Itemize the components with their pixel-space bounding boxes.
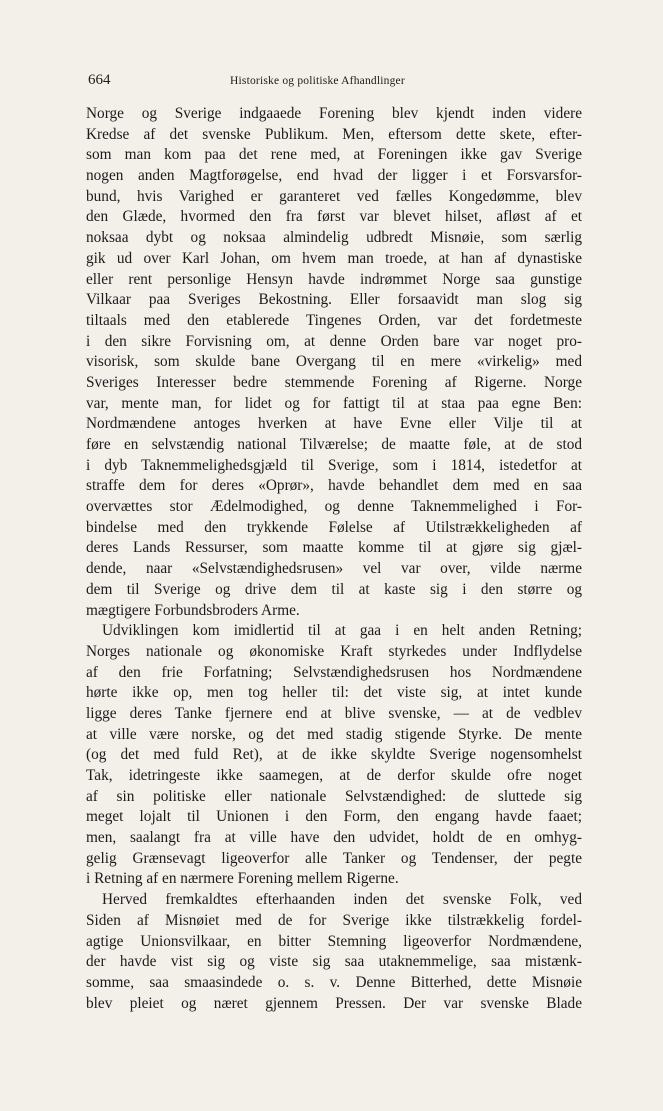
text-line: Tak, idetringeste ikke saamegen, at de derfor skulde ofre noget <box>86 767 582 784</box>
text-line: hørte ikke op, men tog heller til: det viste sig, at intet kunde <box>86 684 582 702</box>
text-line: Nordmændene antoges hverken at have Evne eller Vilje til at <box>86 415 582 433</box>
text-line: visorisk, som skulde bane Overgang til en mere «virkelig» med <box>86 353 582 371</box>
text-line: straffe dem for deres «Oprør», havde behandlet dem med en saa <box>86 477 582 495</box>
text-line: Vilkaar paa Sveriges Bekostning. Eller forsaavidt man slog sig <box>86 291 582 309</box>
text-line: overvættes stor Ædelmodighed, og denne Taknemmelighed i For- <box>86 498 582 516</box>
text-line: i den sikre Forvisning om, at denne Orden bare var noget pro- <box>86 332 582 350</box>
text-line: Siden af Misnøiet med de for Sverige ikke tilstrækkelig fordel- <box>86 911 582 929</box>
text-line: agtige Unionsvilkaar, en bitter Stemning ligeoverfor Nordmændene, <box>86 932 582 950</box>
text-line: Norges nationale og økonomiske Kraft styrkedes under Indflydelse <box>86 642 582 660</box>
text-line: gik ud over Karl Johan, om hvem man troede, at han af dynastiske <box>86 249 582 267</box>
text-line: men, saalangt fra at ville have den udvidet, holdt de en omhyg- <box>86 829 582 847</box>
page-number: 664 <box>88 72 111 88</box>
text-line: dem til Sverige og drive dem til at kaste sig i den større og <box>86 580 582 598</box>
text-line: Herved fremkaldtes efterhaanden inden det svenske Folk, ved <box>102 891 582 909</box>
text-line: mægtigere Forbundsbroders Arme. <box>86 601 300 619</box>
text-line: (og det med fuld Ret), at de ikke skyldte Sverige nogensomhelst <box>86 746 582 764</box>
text-line: af den frie Forfatning; Selvstændighedsrusen hos Nordmændene <box>86 663 582 681</box>
text-line: Norge og Sverige indgaaede Forening blev kjendt inden videre <box>86 105 582 122</box>
body-text <box>86 104 582 1014</box>
running-title: Historiske og politiske Afhandlinger <box>230 75 405 87</box>
text-line: noksaa dybt og noksaa almindelig udbredt Misnøie, som særlig <box>86 229 582 247</box>
text-line: af sin politiske eller nationale Selvstændighed: de sluttede sig <box>86 787 582 805</box>
text-line: bund, hvis Varighed er garanteret ved fælles Kongedømme, blev <box>86 187 582 205</box>
text-line: dende, naar «Selvstændighedsrusen» vel var over, vilde nærme <box>86 560 582 578</box>
text-line: blev pleiet og næret gjennem Pressen. Der var svenske Blade <box>86 994 582 1012</box>
text-line: tiltaals med den etablerede Tingenes Orden, var det fordetmeste <box>86 311 582 329</box>
text-line: at ville være norske, og det med stadig stigende Styrke. De mente <box>86 725 582 743</box>
text-line: eller rent personlige Hensyn havde indrømmet Norge saa gunstige <box>86 270 582 288</box>
text-line: meget lojalt til Unionen i den Form, den engang havde faaet; <box>86 808 582 826</box>
text-line: i dyb Taknemmelighedsgjæld til Sverige, som i 1814, istedetfor at <box>86 456 582 474</box>
text-line: Sveriges Interesser bedre stemmende Forening af Rigerne. Norge <box>86 373 582 391</box>
text-line: bindelse med den trykkende Følelse af Utilstrækkeligheden af <box>86 518 582 536</box>
text-line: som man kom paa det rene med, at Foreningen ikke gav Sverige <box>86 146 582 164</box>
text-line: ligge deres Tanke fjernere end at blive svenske, — at de vedblev <box>86 704 582 722</box>
text-line: Kredse af det svenske Publikum. Men, eftersom dette skete, efter- <box>86 125 582 143</box>
text-line: i Retning af en nærmere Forening mellem Rigerne. <box>86 870 399 888</box>
page-header <box>88 72 583 94</box>
text-line: føre en selvstændig national Tilværelse; de maatte føle, at de stod <box>86 436 582 453</box>
text-line: gelig Grænsevagt ligeoverfor alle Tanker og Tendenser, der pegte <box>86 849 582 867</box>
text-line: deres Lands Ressurser, som maatte komme til at gjøre sig gjæl- <box>86 539 582 557</box>
text-line: der havde vist sig og viste sig saa utaknemmelige, saa mistænk- <box>86 953 582 971</box>
text-line: Udviklingen kom imidlertid til at gaa i en helt anden Retning; <box>102 622 582 640</box>
text-line: var, mente man, for lidet og for fattigt til at staa paa egne Ben: <box>86 394 582 412</box>
text-line: nogen anden Magtforøgelse, end hvad der ligger i et Forsvarsfor- <box>86 167 582 185</box>
text-line: somme, saa smaasindede o. s. v. Denne Bitterhed, dette Misnøie <box>86 973 582 991</box>
text-line: den Glæde, hvormed den fra først var blevet hilset, afløst af et <box>86 208 582 226</box>
